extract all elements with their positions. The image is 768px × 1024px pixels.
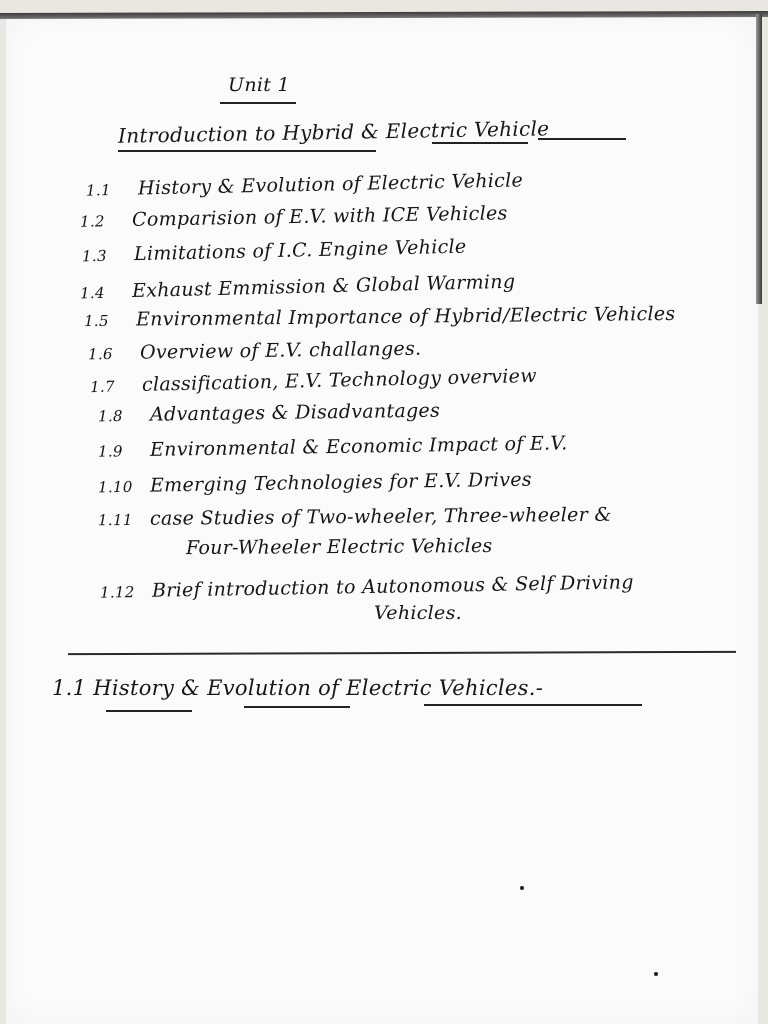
topic-text: Comparision of E.V. with ICE Vehicles [131,202,508,231]
topic-text: Environmental & Economic Impact of E.V. [149,432,568,461]
topic-text: Advantages & Disadvantages [149,399,441,426]
topic-item [88,338,422,365]
topic-number: 1.10 [97,477,133,497]
topic-text: Brief introduction to Autonomous & Self Driving [151,571,634,602]
topic-text: Limitations of I.C. Engine Vehicle [133,235,467,266]
topic-number: 1.5 [83,311,109,331]
main-title: Introduction to Hybrid & Electric Vehicle [117,116,550,148]
topic-item-continuation [374,602,462,624]
topic-text: Exhaust Emmission & Global Warming [131,270,516,303]
page-right-edge [756,14,762,304]
topic-item [98,504,612,530]
ink-dot [520,886,524,890]
topic-text: classification, E.V. Technology overview [141,364,538,396]
topic-number: 1.7 [89,377,116,397]
topic-number: 1.3 [81,246,108,266]
topic-number: 1.12 [99,583,135,602]
topic-text: Four-Wheeler Electric Vehicles [185,534,493,560]
topic-number: 1.8 [97,407,123,426]
topic-text: case Studies of Two-wheeler, Three-wheeler & [149,503,612,530]
section-heading-underline-1 [106,710,192,712]
main-title-underline-3 [538,138,626,140]
topic-number: 1.2 [79,212,105,231]
topic-item-continuation [186,535,493,559]
topic-text: History & Evolution of Electric Vehicle [137,169,524,200]
topic-text: Emerging Technologies for E.V. Drives [149,468,533,497]
section-heading: 1.1 History & Evolution of Electric Vehicles.- [52,676,544,700]
topic-number: 1.6 [87,344,113,364]
unit-title: Unit 1 [228,74,290,96]
topic-text: Overview of E.V. challanges. [139,337,422,364]
topic-number: 1.1 [85,181,112,200]
topic-text: Environmental Importance of Hybrid/Electric Vehicles [135,302,676,331]
ink-dot [654,972,658,976]
topic-number: 1.9 [97,442,123,461]
section-heading-underline-2 [244,706,350,708]
section-heading-underline-3 [424,704,642,706]
topic-text: Vehicles. [374,602,462,624]
main-title-underline-2 [432,142,528,144]
topic-number: 1.11 [97,510,133,530]
topic-number: 1.4 [79,283,106,303]
main-title-underline-1 [118,150,376,152]
